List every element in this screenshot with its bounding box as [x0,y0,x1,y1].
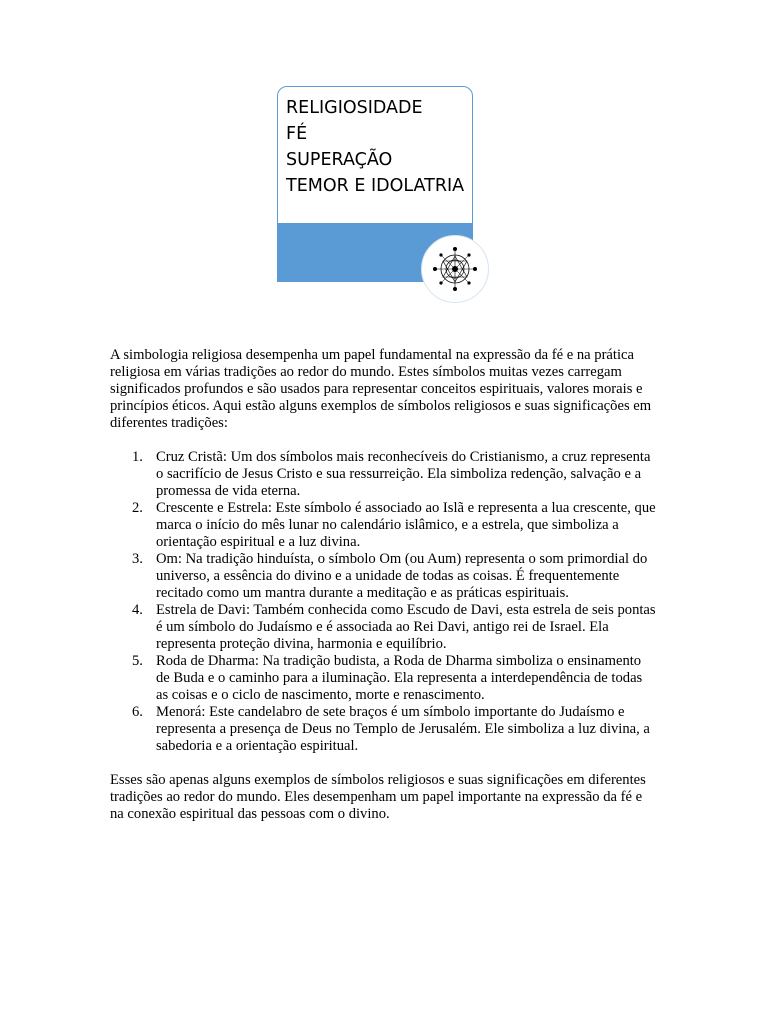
religious-symbols-wheel-icon [430,244,480,294]
symbols-list [110,449,658,755]
list-item-number: 1. [132,449,143,465]
list-item-text: Menorá: Este candelabro de sete braços é um símbolo importante do Judaísmo e representa a presença de Deus no Templo de Jerusalém. Ele simboliza a luz divina, a sabedoria e a orientação espiritual. [156,704,650,754]
list-item-text: Crescente e Estrela: Este símbolo é associado ao Islã e representa a lua crescente, que marca o início do mês lunar no calendário islâmico, e a estrela, que simboliza a orientação espiritual e a luz divina. [156,500,656,550]
cover-title-1: RELIGIOSIDADE [286,98,423,118]
list-item-text: Roda de Dharma: Na tradição budista, a Roda de Dharma simboliza o ensinamento de Buda e o caminho para a iluminação. Ela representa a interdependência de todas as coisas e o ciclo de nascimento, morte e renascimento. [156,653,643,703]
intro-paragraph: A simbologia religiosa desempenha um papel fundamental na expressão da fé e na prática religiosa em várias tradições ao redor do mundo. Estes símbolos muitas vezes carregam significados profundos e são usados para representar conceitos espirituais, valores morais e princípios éticos. Aqui estão alguns exemplos de símbolos religiosos e suas significações em diferentes tradições: [110,347,652,431]
list-item-number: 5. [132,653,143,669]
list-item-text: Om: Na tradição hinduísta, o símbolo Om (ou Aum) representa o som primordial do universo, a essência do divino e a unidade de todas as coisas. É frequentemente recitado como um mantra durante a meditação e as práticas espirituais. [156,551,648,601]
document-body [110,347,658,823]
cover-titles [286,95,470,199]
list-item [110,500,658,551]
list-item-number: 3. [132,551,143,567]
list-item-number: 6. [132,704,143,720]
list-item-text: Cruz Cristã: Um dos símbolos mais reconhecíveis do Cristianismo, a cruz representa o sacrifício de Jesus Cristo e sua ressurreição. Ela simboliza redenção, salvação e a promessa de vida eterna. [156,449,651,499]
list-item [110,653,658,704]
cover-title-2: FÉ [286,124,308,144]
conclusion-paragraph: Esses são apenas alguns exemplos de símbolos religiosos e suas significações em diferentes tradições ao redor do mundo. Eles desempenham um papel importante na expressão da fé e na conexão espiritual das pessoas com o divino. [110,772,646,822]
list-item [110,704,658,755]
cover-title-3: SUPERAÇÃO [286,150,393,170]
emblem-circle [421,235,489,303]
list-item [110,551,658,602]
list-item-number: 2. [132,500,143,516]
cover-title-4: TEMOR E IDOLATRIA [286,176,465,196]
list-item-number: 4. [132,602,143,618]
list-item-text: Estrela de Davi: Também conhecida como Escudo de Davi, esta estrela de seis pontas é um símbolo do Judaísmo e é associada ao Rei Davi, antigo rei de Israel. Ela representa proteção divina, harmonia e equilíbrio. [156,602,656,652]
list-item [110,449,658,500]
list-item [110,602,658,653]
